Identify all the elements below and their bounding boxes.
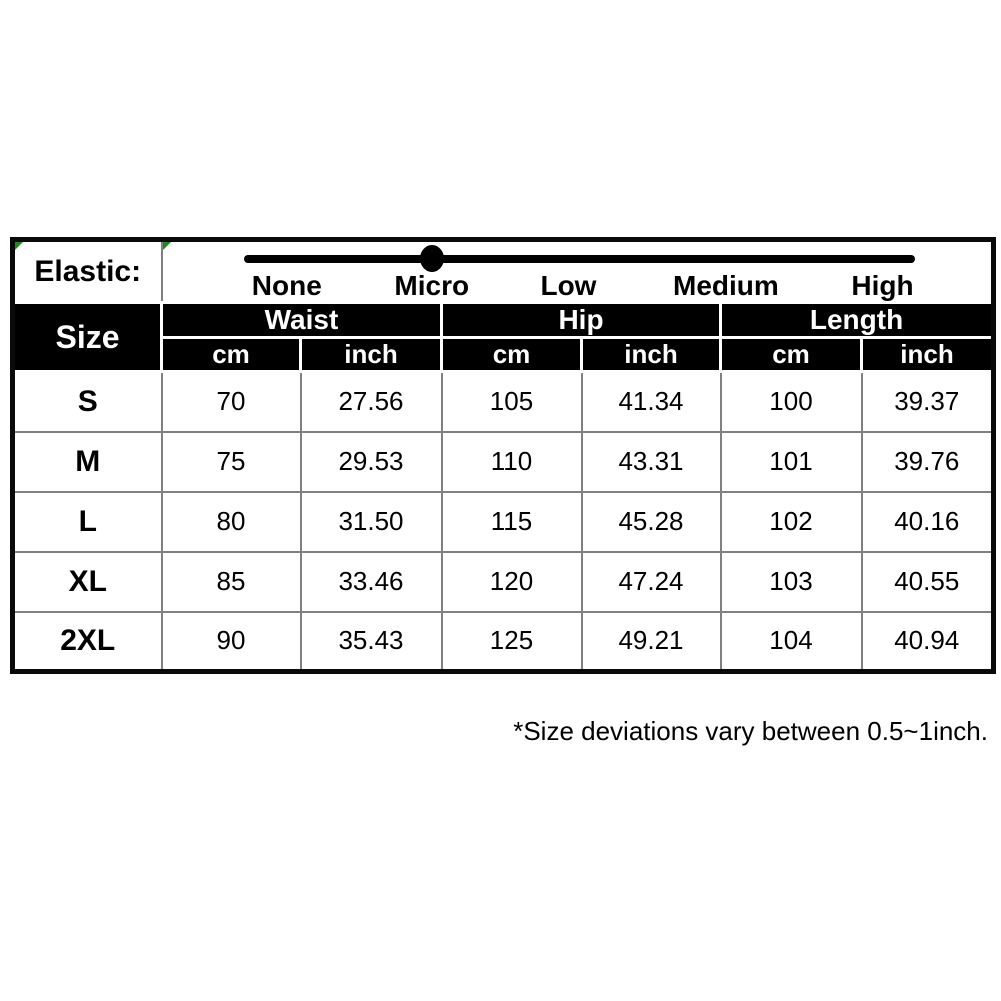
elastic-row [13, 240, 994, 303]
length-cm-cell: 101 [721, 432, 862, 492]
hip-cm-cell: 120 [442, 552, 582, 612]
table-row-m [13, 432, 994, 492]
waist-inch-cell: 29.53 [301, 432, 442, 492]
length-inch-header: inch [862, 338, 994, 372]
size-cell: XL [13, 552, 162, 612]
waist-cm-cell: 80 [162, 492, 301, 552]
table-row-s [13, 372, 994, 432]
group-header-row [13, 303, 994, 338]
length-inch-cell: 40.94 [862, 612, 994, 672]
elastic-slider-thumb-icon [420, 245, 444, 272]
waist-cm-cell: 90 [162, 612, 301, 672]
waist-group-header: Waist [162, 303, 442, 338]
slider-label-none: None [251, 270, 322, 301]
length-cm-cell: 103 [721, 552, 862, 612]
length-inch-cell: 40.16 [862, 492, 994, 552]
waist-cm-cell: 85 [162, 552, 301, 612]
waist-inch-header: inch [301, 338, 442, 372]
size-deviation-footnote: *Size deviations vary between 0.5~1inch. [513, 716, 988, 746]
hip-inch-cell: 47.24 [582, 552, 721, 612]
waist-cm-cell: 70 [162, 372, 301, 432]
size-cell: L [13, 492, 162, 552]
hip-inch-cell: 43.31 [582, 432, 721, 492]
length-cm-cell: 100 [721, 372, 862, 432]
table-row-xl [13, 552, 994, 612]
length-inch-cell: 39.37 [862, 372, 994, 432]
slider-label-high: High [851, 270, 914, 301]
size-cell: M [13, 432, 162, 492]
length-cm-header: cm [721, 338, 862, 372]
hip-cm-cell: 125 [442, 612, 582, 672]
green-corner-marker-icon [163, 242, 171, 250]
slider-label-medium: Medium [673, 270, 779, 301]
hip-cm-cell: 105 [442, 372, 582, 432]
waist-cm-header: cm [162, 338, 301, 372]
hip-inch-header: inch [582, 338, 721, 372]
waist-inch-cell: 35.43 [301, 612, 442, 672]
slider-label-micro: Micro [394, 270, 470, 301]
size-column-header: Size [13, 303, 162, 372]
hip-group-header: Hip [442, 303, 721, 338]
size-cell: 2XL [13, 612, 162, 672]
size-chart-table [10, 237, 996, 674]
hip-inch-cell: 41.34 [582, 372, 721, 432]
table-row-2xl [13, 612, 994, 672]
waist-inch-cell: 33.46 [301, 552, 442, 612]
length-cm-cell: 104 [721, 612, 862, 672]
length-cm-cell: 102 [721, 492, 862, 552]
hip-cm-header: cm [442, 338, 582, 372]
length-inch-cell: 39.76 [862, 432, 994, 492]
elastic-label: Elastic: [34, 254, 142, 288]
length-group-header: Length [721, 303, 994, 338]
hip-inch-cell: 49.21 [582, 612, 721, 672]
hip-inch-cell: 45.28 [582, 492, 721, 552]
waist-inch-cell: 27.56 [301, 372, 442, 432]
elastic-slider-track [244, 255, 915, 263]
elastic-label-cell [13, 240, 162, 303]
elastic-slider-cell [162, 240, 994, 303]
length-inch-cell: 40.55 [862, 552, 994, 612]
slider-label-low: Low [540, 270, 597, 301]
hip-cm-cell: 110 [442, 432, 582, 492]
table-row-l [13, 492, 994, 552]
waist-cm-cell: 75 [162, 432, 301, 492]
waist-inch-cell: 31.50 [301, 492, 442, 552]
size-cell: S [13, 372, 162, 432]
green-corner-marker-icon [15, 242, 23, 250]
hip-cm-cell: 115 [442, 492, 582, 552]
